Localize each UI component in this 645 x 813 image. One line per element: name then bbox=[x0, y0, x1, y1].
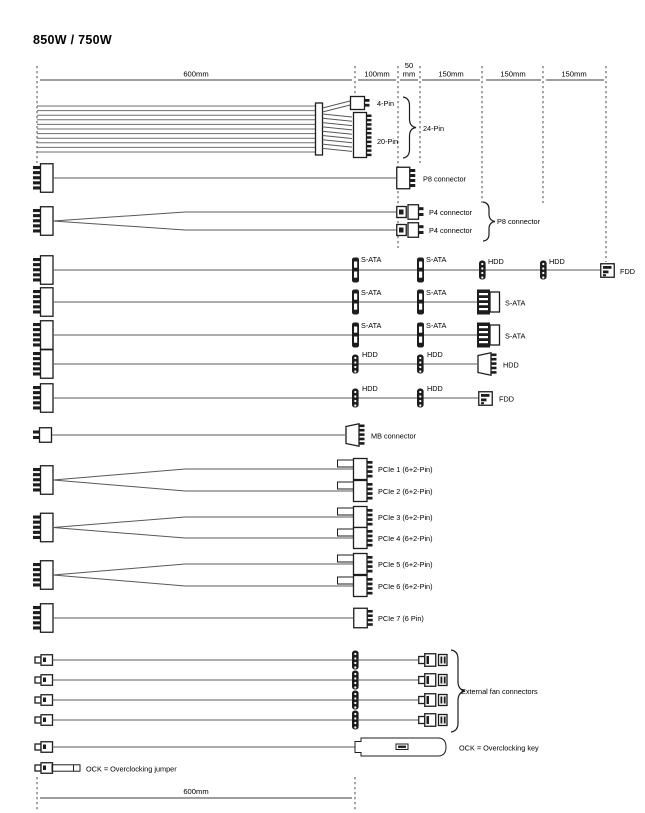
cables-external-fans bbox=[35, 650, 538, 732]
cable-wire bbox=[53, 564, 353, 575]
label-sata: S-ATA bbox=[361, 255, 382, 264]
hdd-connector bbox=[417, 355, 424, 374]
sata-end-connector bbox=[477, 323, 500, 348]
inline-barrel-connector bbox=[352, 711, 359, 730]
label-hdd: HDD bbox=[488, 257, 504, 266]
label-ock-jumper: OCK = Overclocking jumper bbox=[86, 764, 177, 774]
label-sata: S-ATA bbox=[361, 288, 382, 297]
label-sata: S-ATA bbox=[426, 288, 447, 297]
inline-barrel-connector bbox=[352, 671, 359, 690]
cable-periph-5 bbox=[33, 384, 514, 413]
ruler-label-50mm: mm bbox=[402, 69, 416, 79]
psu-side-plug bbox=[33, 561, 53, 590]
label-pcie7: PCIe 7 (6 Pin) bbox=[378, 614, 424, 623]
label-p4-top: P4 connector bbox=[429, 208, 472, 217]
ruler-label-600mm: 600mm bbox=[183, 69, 209, 79]
ruler-label-600mm-bottom: 600mm bbox=[183, 787, 209, 796]
psu-side-plug bbox=[35, 763, 53, 774]
ruler-label-150mm: 150mm bbox=[438, 69, 464, 79]
jumper-bar bbox=[52, 765, 80, 771]
fanout-wires bbox=[323, 101, 353, 151]
label-external-fans: External fan connectors bbox=[461, 687, 538, 696]
cable-comb bbox=[316, 103, 323, 155]
label-hdd: HDD bbox=[549, 257, 565, 266]
hdd-end-connector bbox=[478, 353, 497, 376]
psu-side-plug bbox=[33, 428, 52, 443]
mb-connector bbox=[346, 424, 365, 447]
psu-side-plug bbox=[35, 695, 53, 706]
psu-side-plug bbox=[35, 655, 53, 666]
label-p8: P8 connector bbox=[423, 174, 466, 184]
top-ruler bbox=[37, 61, 606, 262]
label-ock-key: OCK = Overclocking key bbox=[459, 743, 539, 753]
label-p8-combined: P8 connector bbox=[497, 217, 540, 226]
fan-connector bbox=[419, 694, 447, 707]
psu-side-plug bbox=[35, 742, 53, 753]
cable-pcie-5-6 bbox=[33, 554, 433, 597]
hdd-connector bbox=[479, 261, 486, 280]
atx-4pin-connector bbox=[351, 97, 370, 110]
cable-periph-1 bbox=[33, 255, 635, 284]
label-p4-bottom: P4 connector bbox=[429, 226, 472, 235]
bottom-ruler bbox=[37, 777, 355, 812]
sata-connector bbox=[417, 290, 424, 315]
label-4pin: 4-Pin bbox=[377, 99, 395, 108]
cable-periph-4 bbox=[33, 350, 519, 379]
label-pcie3: PCIe 3 (6+2-Pin) bbox=[378, 513, 433, 522]
label-pcie1: PCIe 1 (6+2-Pin) bbox=[378, 465, 433, 474]
cable-atx-24pin bbox=[37, 97, 444, 159]
label-pcie5: PCIe 5 (6+2-Pin) bbox=[378, 560, 433, 569]
ock-key-slot-pin bbox=[398, 746, 406, 748]
hdd-connector bbox=[540, 261, 547, 280]
label-sata: S-ATA bbox=[505, 298, 526, 308]
label-pcie4: PCIe 4 (6+2-Pin) bbox=[378, 534, 433, 543]
psu-side-plug bbox=[33, 207, 53, 236]
fdd-connector bbox=[601, 264, 615, 278]
cable-pcie-3-4 bbox=[33, 507, 433, 549]
cable-periph-3 bbox=[33, 321, 526, 350]
label-hdd: HDD bbox=[362, 350, 378, 359]
fan-cable-row bbox=[35, 651, 447, 670]
sata-connector bbox=[352, 290, 359, 315]
fan-connector bbox=[419, 674, 447, 687]
fdd-connector bbox=[479, 392, 493, 406]
hdd-connector bbox=[352, 355, 359, 374]
sata-connector bbox=[352, 258, 359, 283]
hdd-connector bbox=[352, 389, 359, 408]
ruler-label-50: 50 bbox=[404, 61, 414, 70]
brace-24pin bbox=[403, 97, 416, 158]
psu-side-plug bbox=[33, 513, 53, 542]
cable-pcie-7 bbox=[33, 604, 424, 633]
label-fdd: FDD bbox=[499, 394, 514, 404]
label-24pin: 24-Pin bbox=[423, 124, 445, 133]
cable-wire bbox=[53, 221, 396, 230]
cable-ock-key bbox=[35, 738, 539, 756]
cable-wire bbox=[53, 480, 353, 491]
psu-side-plug bbox=[33, 321, 53, 350]
pcie-connector bbox=[354, 608, 373, 628]
label-sata: S-ATA bbox=[426, 255, 447, 264]
fan-cable-row bbox=[35, 711, 447, 730]
ribbon-wires bbox=[37, 106, 316, 152]
cable-p8 bbox=[33, 164, 467, 193]
cable-mb bbox=[33, 424, 417, 447]
page-title: 850W / 750W bbox=[33, 33, 113, 47]
psu-side-plug bbox=[33, 604, 53, 633]
cable-wire bbox=[53, 528, 353, 539]
label-hdd: HDD bbox=[427, 384, 443, 393]
psu-side-plug bbox=[33, 350, 53, 379]
label-pcie6: PCIe 6 (6+2-Pin) bbox=[378, 582, 433, 591]
label-sata: S-ATA bbox=[505, 331, 526, 341]
label-hdd: HDD bbox=[427, 350, 443, 359]
p4-connector bbox=[397, 223, 424, 238]
fan-cable-row bbox=[35, 691, 447, 710]
atx-20pin-connector bbox=[354, 113, 372, 158]
fan-cable-row bbox=[35, 671, 447, 690]
fan-connector bbox=[419, 714, 447, 727]
inline-barrel-connector bbox=[352, 651, 359, 670]
p4-connector bbox=[397, 205, 424, 220]
p8-connector bbox=[397, 167, 416, 189]
cable-ock-jumper bbox=[35, 763, 177, 774]
label-hdd: HDD bbox=[503, 360, 519, 370]
sata-connector bbox=[352, 323, 359, 348]
label-sata: S-ATA bbox=[361, 321, 382, 330]
hdd-connector bbox=[417, 389, 424, 408]
psu-side-plug bbox=[33, 256, 53, 285]
psu-side-plug bbox=[33, 466, 53, 495]
ruler-label-150mm: 150mm bbox=[500, 69, 526, 79]
cable-periph-2 bbox=[33, 288, 526, 317]
cable-p4-p4 bbox=[33, 202, 541, 241]
sata-connector bbox=[417, 258, 424, 283]
inline-barrel-connector bbox=[352, 691, 359, 710]
label-pcie2: PCIe 2 (6+2-Pin) bbox=[378, 487, 433, 496]
cable-wire bbox=[53, 469, 353, 480]
fan-connector bbox=[419, 654, 447, 667]
ruler-label-100mm: 100mm bbox=[364, 69, 390, 79]
ruler-label-150mm: 150mm bbox=[561, 69, 587, 79]
label-hdd: HDD bbox=[362, 384, 378, 393]
sata-connector bbox=[417, 323, 424, 348]
cable-wire bbox=[53, 575, 353, 586]
cable-wire bbox=[53, 212, 396, 221]
label-fdd: FDD bbox=[620, 267, 635, 276]
label-mb-connector: MB connector bbox=[371, 431, 417, 441]
sata-end-connector bbox=[477, 290, 500, 315]
label-sata: S-ATA bbox=[426, 321, 447, 330]
psu-side-plug bbox=[35, 675, 53, 686]
psu-side-plug bbox=[35, 715, 53, 726]
brace-p8 bbox=[483, 202, 495, 241]
psu-side-plug bbox=[33, 164, 53, 193]
cable-pcie-1-2 bbox=[33, 459, 433, 502]
label-20pin: 20-Pin bbox=[377, 137, 399, 146]
psu-side-plug bbox=[33, 384, 53, 413]
psu-side-plug bbox=[33, 288, 53, 317]
cable-wire bbox=[53, 517, 353, 528]
